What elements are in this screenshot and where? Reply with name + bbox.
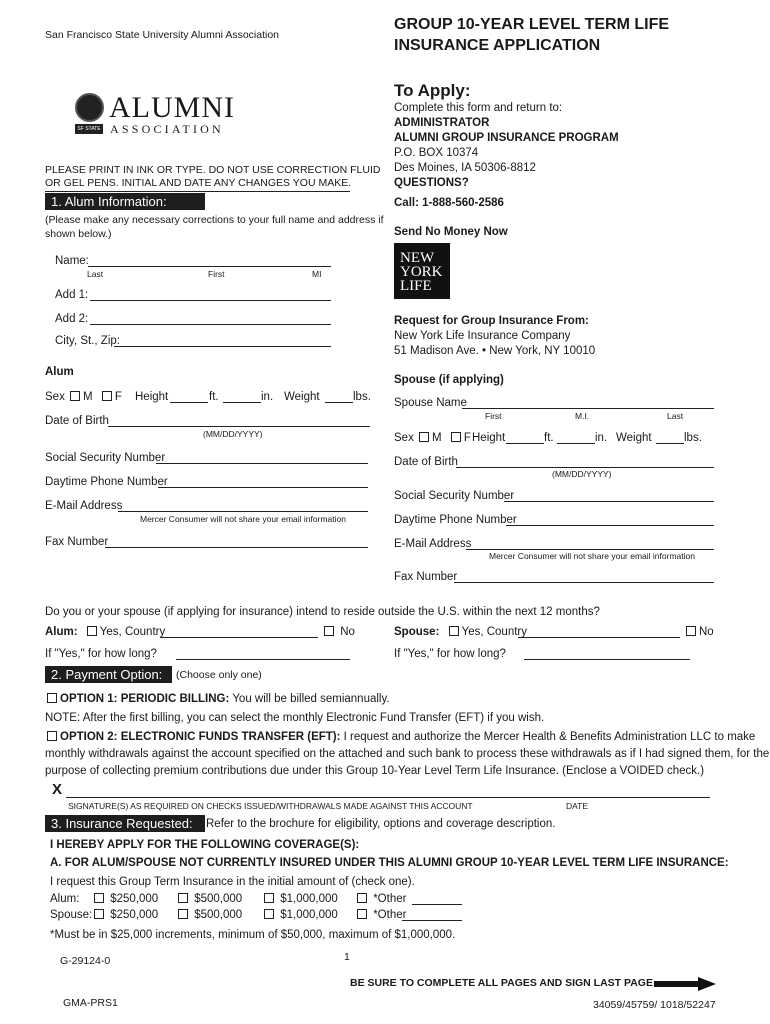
- spouse-fax-input[interactable]: [454, 582, 714, 583]
- alum-how-long-input[interactable]: [176, 659, 350, 660]
- option2-checkbox[interactable]: [47, 731, 57, 741]
- coverage-footnote: *Must be in $25,000 increments, minimum of $50,000, maximum of $1,000,000.: [50, 929, 456, 941]
- phone-number: Call: 1-888-560-2586: [394, 197, 504, 209]
- alum-250k-checkbox[interactable]: [94, 893, 104, 903]
- alum-residency-row: Alum: Yes, Country: [45, 626, 166, 638]
- option1-checkbox[interactable]: [47, 693, 57, 703]
- spouse-height-in-input[interactable]: [557, 443, 595, 444]
- alum-sex-f-checkbox[interactable]: [102, 391, 112, 401]
- alum-heading: Alum: [45, 366, 74, 378]
- alum-email-input[interactable]: [118, 511, 368, 512]
- alum-residency-no-checkbox[interactable]: [324, 626, 334, 636]
- spouse-name-input[interactable]: [462, 408, 714, 409]
- spouse-ssn-input[interactable]: [504, 501, 714, 502]
- address2-input[interactable]: [90, 324, 331, 325]
- complete-all-pages-note: BE SURE TO COMPLETE ALL PAGES AND SIGN LAST PAGE: [350, 977, 653, 989]
- alum-country-input[interactable]: [160, 637, 318, 638]
- alum-weight-input[interactable]: [325, 402, 353, 403]
- alum-500k-checkbox[interactable]: [178, 893, 188, 903]
- alum-1m-checkbox[interactable]: [264, 893, 274, 903]
- new-york-life-logo: NEW YORK LIFE: [394, 243, 450, 299]
- alum-physical-row: Sex M F: [45, 391, 122, 403]
- spouse-250k-checkbox[interactable]: [94, 909, 104, 919]
- insurer-info: Request for Group Insurance From: New York Life Insurance Company 51 Madison Ave. • New York, NY 10010: [394, 315, 596, 357]
- spouse-1m-checkbox[interactable]: [264, 909, 274, 919]
- spouse-dob-input[interactable]: [456, 467, 714, 468]
- alum-height-ft-input[interactable]: [170, 402, 208, 403]
- spouse-500k-checkbox[interactable]: [178, 909, 188, 919]
- arrow-right-icon: [654, 977, 716, 996]
- spouse-residency-no-checkbox[interactable]: [686, 626, 696, 636]
- form-title: GROUP 10-YEAR LEVEL TERM LIFE INSURANCE APPLICATION: [394, 16, 670, 54]
- spouse-height-ft-input[interactable]: [506, 443, 544, 444]
- form-code: GMA-PRS1: [63, 997, 118, 1009]
- page-number: 1: [344, 951, 350, 963]
- option2-row: OPTION 2: ELECTRONIC FUNDS TRANSFER (EFT): I request and authorize the Mercer Health & Benefits Administration LLC to make: [45, 731, 755, 743]
- spouse-residency-yes-checkbox[interactable]: [449, 626, 459, 636]
- option1-row: OPTION 1: PERIODIC BILLING: You will be billed semiannually.: [45, 693, 390, 705]
- to-apply-heading: To Apply:: [394, 81, 471, 100]
- spouse-sex-m-checkbox[interactable]: [419, 432, 429, 442]
- seal-icon: [75, 93, 104, 122]
- alum-height-in-input[interactable]: [223, 402, 261, 403]
- form-number: G-29124-0: [60, 955, 111, 967]
- alum-fax-input[interactable]: [105, 547, 368, 548]
- send-no-money: Send No Money Now: [394, 226, 508, 238]
- spouse-other-checkbox[interactable]: [357, 909, 367, 919]
- spouse-how-long-input[interactable]: [524, 659, 690, 660]
- alum-other-input[interactable]: [412, 904, 462, 905]
- section-3-header: 3. Insurance Requested:: [45, 815, 205, 832]
- section-2-header: 2. Payment Option:: [45, 666, 172, 683]
- spouse-residency-row: Spouse: Yes, Country: [394, 626, 527, 638]
- section-1-note: (Please make any necessary corrections to your full name and address if shown below.): [45, 214, 384, 240]
- spouse-weight-input[interactable]: [656, 443, 684, 444]
- alum-dob-input[interactable]: [108, 426, 370, 427]
- city-input[interactable]: [114, 346, 331, 347]
- print-instructions: PLEASE PRINT IN INK OR TYPE. DO NOT USE CORRECTION FLUID OR GEL PENS. INITIAL AND DATE ANY CHANGES YOU MAKE.: [45, 164, 381, 189]
- spouse-other-input[interactable]: [402, 920, 462, 921]
- alum-residency-yes-checkbox[interactable]: [87, 626, 97, 636]
- section-1-header: 1. Alum Information:: [45, 193, 205, 210]
- signature-x: X: [52, 781, 63, 798]
- spouse-heading: Spouse (if applying): [394, 374, 504, 386]
- alum-sex-m-checkbox[interactable]: [70, 391, 80, 401]
- alum-ssn-input[interactable]: [156, 463, 368, 464]
- name-input[interactable]: [88, 266, 331, 267]
- signature-input[interactable]: [66, 797, 710, 798]
- alum-other-checkbox[interactable]: [357, 893, 367, 903]
- name-label: Name:: [55, 255, 89, 267]
- divider: [45, 191, 350, 192]
- spouse-physical-row: Sex M F: [394, 432, 471, 444]
- residency-question: Do you or your spouse (if applying for insurance) intend to reside outside the U.S. within the next 12 months?: [45, 606, 600, 618]
- spouse-country-input[interactable]: [518, 637, 680, 638]
- document-numbers: 34059/45759/ 1018/52247: [593, 999, 716, 1011]
- spouse-sex-f-checkbox[interactable]: [451, 432, 461, 442]
- alum-phone-input[interactable]: [158, 487, 368, 488]
- address1-input[interactable]: [90, 300, 331, 301]
- spouse-phone-input[interactable]: [506, 525, 714, 526]
- mailing-address: Complete this form and return to: ADMINISTRATOR ALUMNI GROUP INSURANCE PROGRAM P.O. BOX 10374 Des Moines, IA 50306-8812 QUESTIONS?: [394, 102, 619, 189]
- association-name: San Francisco State University Alumni Association: [45, 29, 280, 41]
- spouse-email-input[interactable]: [466, 549, 714, 550]
